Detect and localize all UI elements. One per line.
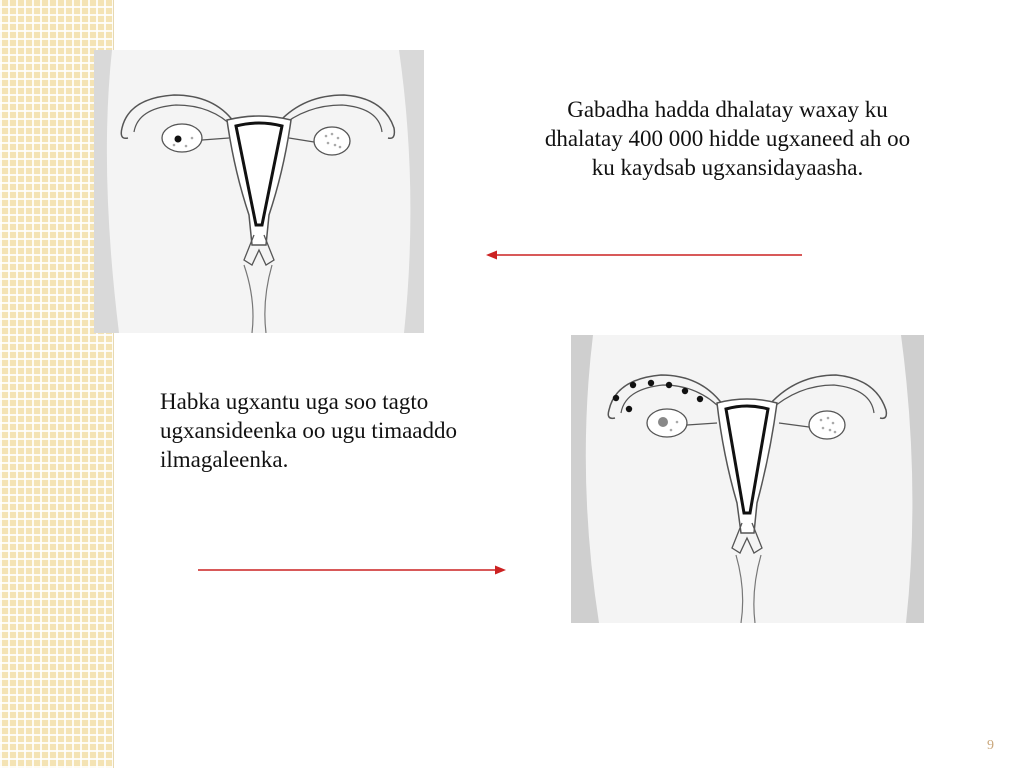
arrow-right-icon [194, 561, 510, 579]
arrow-left-icon [484, 246, 808, 264]
slide-text-egg-count: Gabadha hadda dhalatay waxay ku dhalatay 400 000 hidde ugxaneed ah oo ku kaydsab ugxansidayaasha. [544, 97, 911, 180]
page-number: 9 [987, 738, 994, 753]
slide-text-egg-travel: Habka ugxantu uga soo tagto ugxansideenka oo ugu timaaddo ilmagaleenka. [160, 389, 458, 472]
reproductive-system-illustration-bottom [571, 335, 924, 623]
reproductive-system-illustration-top [94, 50, 424, 333]
